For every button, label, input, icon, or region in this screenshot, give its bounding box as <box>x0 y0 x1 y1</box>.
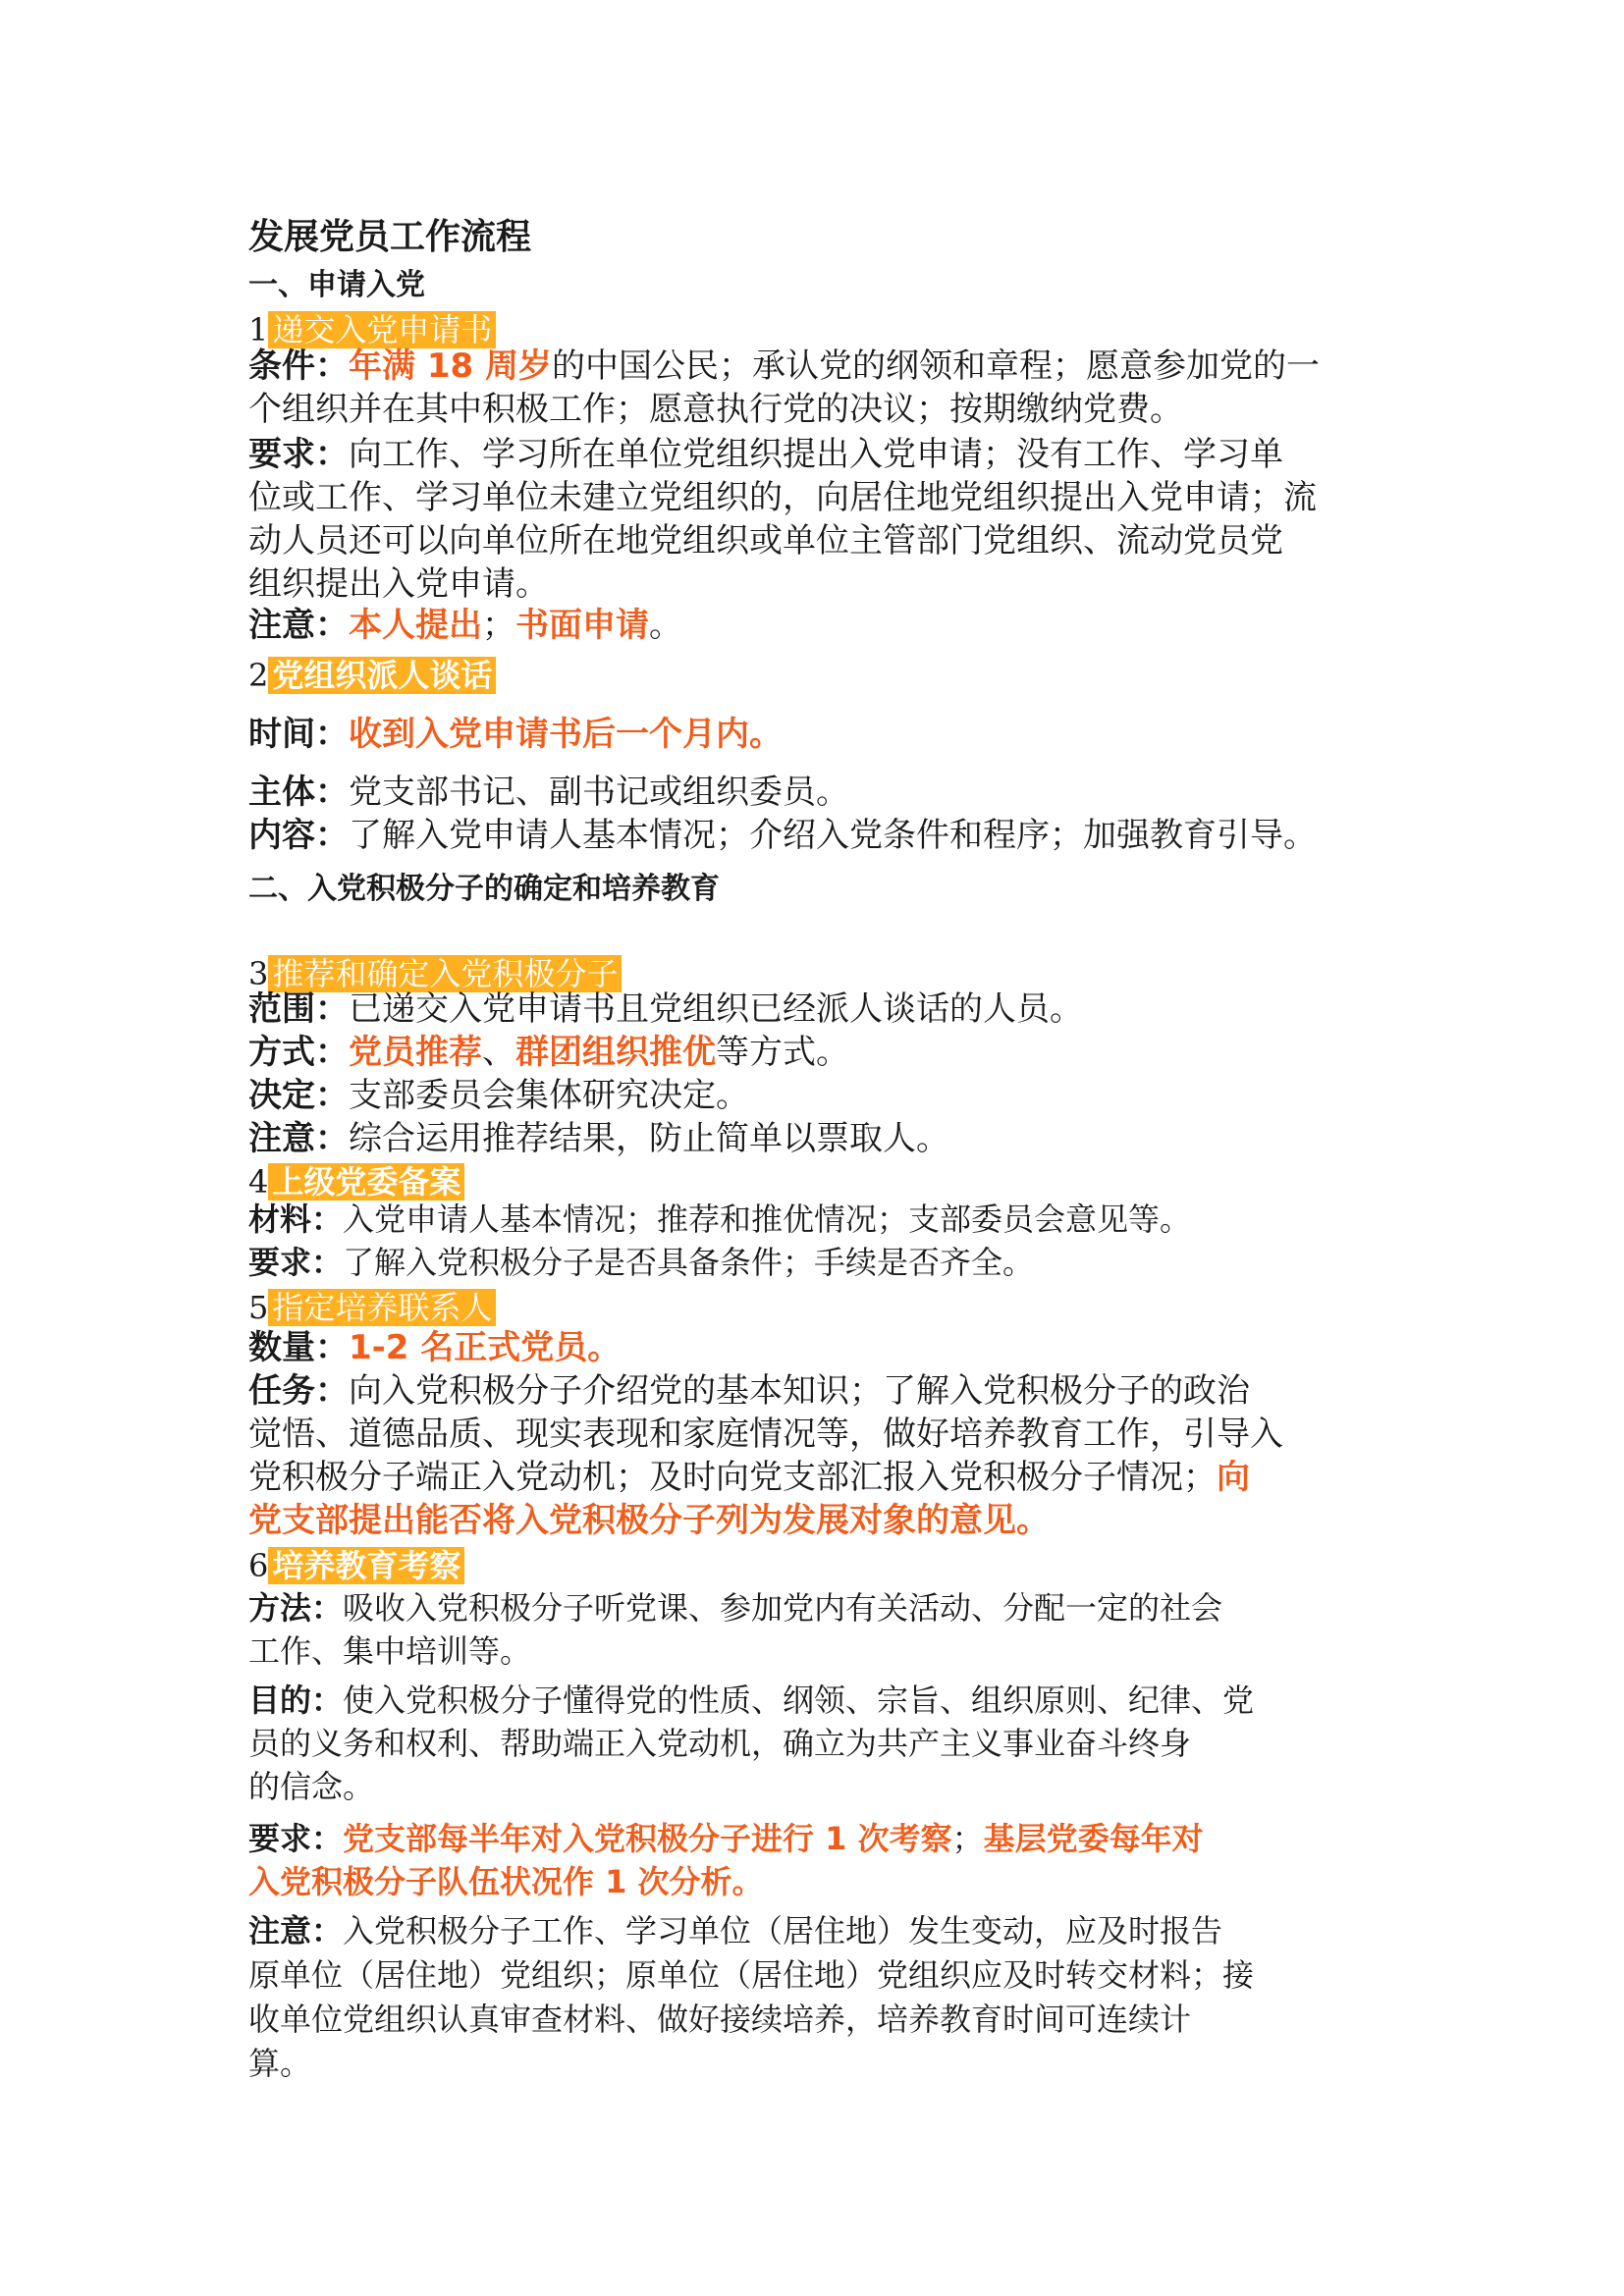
step-6 <box>248 1541 1397 1586</box>
label: 数量： <box>248 1328 349 1367</box>
label: 要求： <box>248 1244 344 1281</box>
step-title: 推荐和确定入党积极分子 <box>268 955 622 992</box>
label: 方式： <box>248 1033 349 1072</box>
text: 综合运用推荐结果，防止简单以票取人。 <box>349 1119 949 1158</box>
text: 算。 <box>248 2045 312 2082</box>
label: 注意： <box>248 1912 344 1949</box>
text: 党积极分子端正入党动机；及时向党支部汇报入党积极分子情况； <box>248 1458 1217 1497</box>
text: 位或工作、学习单位未建立党组织的，向居住地党组织提出入党申请；流 <box>248 478 1317 517</box>
section-2-heading: 二、入党积极分子的确定和培养教育 <box>248 872 720 906</box>
highlight: 书面申请 <box>515 606 649 645</box>
purpose-block <box>248 1679 1397 1808</box>
label: 注意： <box>248 1119 349 1158</box>
step-number: 4 <box>248 1163 269 1201</box>
text: 向工作、学习所在单位党组织提出入党申请；没有工作、学习单 <box>349 435 1283 474</box>
highlight: 党支部每半年对入党积极分子进行 1 次考察 <box>343 1820 952 1857</box>
text: 工作、集中培训等。 <box>248 1632 532 1670</box>
step-title: 递交入党申请书 <box>268 311 496 348</box>
label: 目的： <box>248 1682 344 1719</box>
note-6-block <box>248 1909 1397 2086</box>
text: 组织提出入党申请。 <box>248 564 549 604</box>
highlight: 本人提出 <box>349 606 482 645</box>
highlight: 党支部提出能否将入党积极分子列为发展对象的意见。 <box>248 1501 1050 1540</box>
subject-para <box>248 771 1397 857</box>
step-title: 指定培养联系人 <box>268 1289 496 1326</box>
label: 时间： <box>248 715 349 754</box>
highlight: 年满 18 周岁 <box>349 347 552 386</box>
text: 动人员还可以向单位所在地党组织或单位主管部门党组织、流动党员党 <box>248 521 1283 561</box>
step-number: 6 <box>248 1547 269 1584</box>
step-number: 3 <box>248 955 269 992</box>
label: 任务： <box>248 1371 349 1411</box>
text: 的信念。 <box>248 1768 375 1805</box>
text: 支部委员会集体研究决定。 <box>349 1076 749 1115</box>
requirement-6-block <box>248 1817 1397 1903</box>
quantity-task-block <box>248 1326 1397 1542</box>
label: 要求： <box>248 435 349 474</box>
highlight: 群团组织推优 <box>515 1033 716 1072</box>
text: 吸收入党积极分子听党课、参加党内有关活动、分配一定的社会 <box>343 1589 1223 1627</box>
label: 决定： <box>248 1076 349 1115</box>
highlight: 收到入党申请书后一个月内。 <box>349 715 783 754</box>
text: ； <box>482 606 515 645</box>
text: 。 <box>649 606 682 645</box>
text: 党支部书记、副书记或组织委员。 <box>349 773 849 812</box>
step-title: 上级党委备案 <box>268 1163 464 1201</box>
condition-para <box>248 345 1397 431</box>
requirement-para <box>248 433 1397 606</box>
step-4 <box>248 1157 1397 1202</box>
label: 主体： <box>248 773 349 812</box>
text: 入党积极分子工作、学习单位（居住地）发生变动，应及时报告 <box>343 1912 1223 1949</box>
text: 、 <box>482 1033 515 1072</box>
text: 个组织并在其中积极工作；愿意执行党的决议；按期缴纳党费。 <box>248 390 1183 429</box>
text: 的中国公民；承认党的纲领和章程；愿意参加党的一 <box>552 347 1320 386</box>
label: 要求： <box>248 1820 344 1857</box>
text: 入党申请人基本情况；推荐和推优情况；支部委员会意见等。 <box>343 1201 1192 1238</box>
highlight: 向 <box>1217 1458 1250 1497</box>
step-5 <box>248 1283 1397 1328</box>
highlight: 入党积极分子队伍状况作 1 次分析。 <box>248 1863 764 1900</box>
text: 等方式。 <box>716 1033 849 1072</box>
time-para <box>248 712 1397 757</box>
text: 觉悟、道德品质、现实表现和家庭情况等，做好培养教育工作，引导入 <box>248 1415 1283 1454</box>
highlight: 1-2 名正式党员。 <box>349 1328 622 1367</box>
highlight: 基层党委每年对 <box>983 1820 1204 1857</box>
step-title: 培养教育考察 <box>268 1547 464 1584</box>
label: 内容： <box>248 816 349 855</box>
section-1-heading: 一、申请入党 <box>248 268 425 302</box>
text: 原单位（居住地）党组织；原单位（居住地）党组织应及时转交材料；接 <box>248 1956 1255 1994</box>
label: 注意： <box>248 606 349 645</box>
range-block <box>248 988 1397 1160</box>
text: 已递交入党申请书且党组织已经派人谈话的人员。 <box>349 989 1083 1029</box>
step-2 <box>248 651 1397 696</box>
label: 方法： <box>248 1589 344 1627</box>
step-title: 党组织派人谈话 <box>268 657 496 694</box>
text: 了解入党积极分子是否具备条件；手续是否齐全。 <box>343 1244 1035 1281</box>
text: 了解入党申请人基本情况；介绍入党条件和程序；加强教育引导。 <box>349 816 1317 855</box>
step-number: 2 <box>248 657 269 694</box>
text: 员的义务和权利、帮助端正入党动机，确立为共产主义事业奋斗终身 <box>248 1725 1192 1762</box>
step-number: 1 <box>248 311 269 348</box>
text: 收单位党组织认真审查材料、做好接续培养，培养教育时间可连续计 <box>248 2001 1192 2038</box>
doc-title: 发展党员工作流程 <box>248 217 532 257</box>
step-number: 5 <box>248 1289 269 1326</box>
label: 条件： <box>248 347 349 386</box>
highlight: 党员推荐 <box>349 1033 482 1072</box>
label: 材料： <box>248 1201 344 1238</box>
text: ； <box>951 1820 984 1857</box>
note-para <box>248 604 1397 647</box>
method-block <box>248 1586 1397 1673</box>
label: 范围： <box>248 989 349 1029</box>
text: 向入党积极分子介绍党的基本知识；了解入党积极分子的政治 <box>349 1371 1250 1411</box>
material-block <box>248 1198 1397 1284</box>
text: 使入党积极分子懂得党的性质、纲领、宗旨、组织原则、纪律、党 <box>343 1682 1255 1719</box>
